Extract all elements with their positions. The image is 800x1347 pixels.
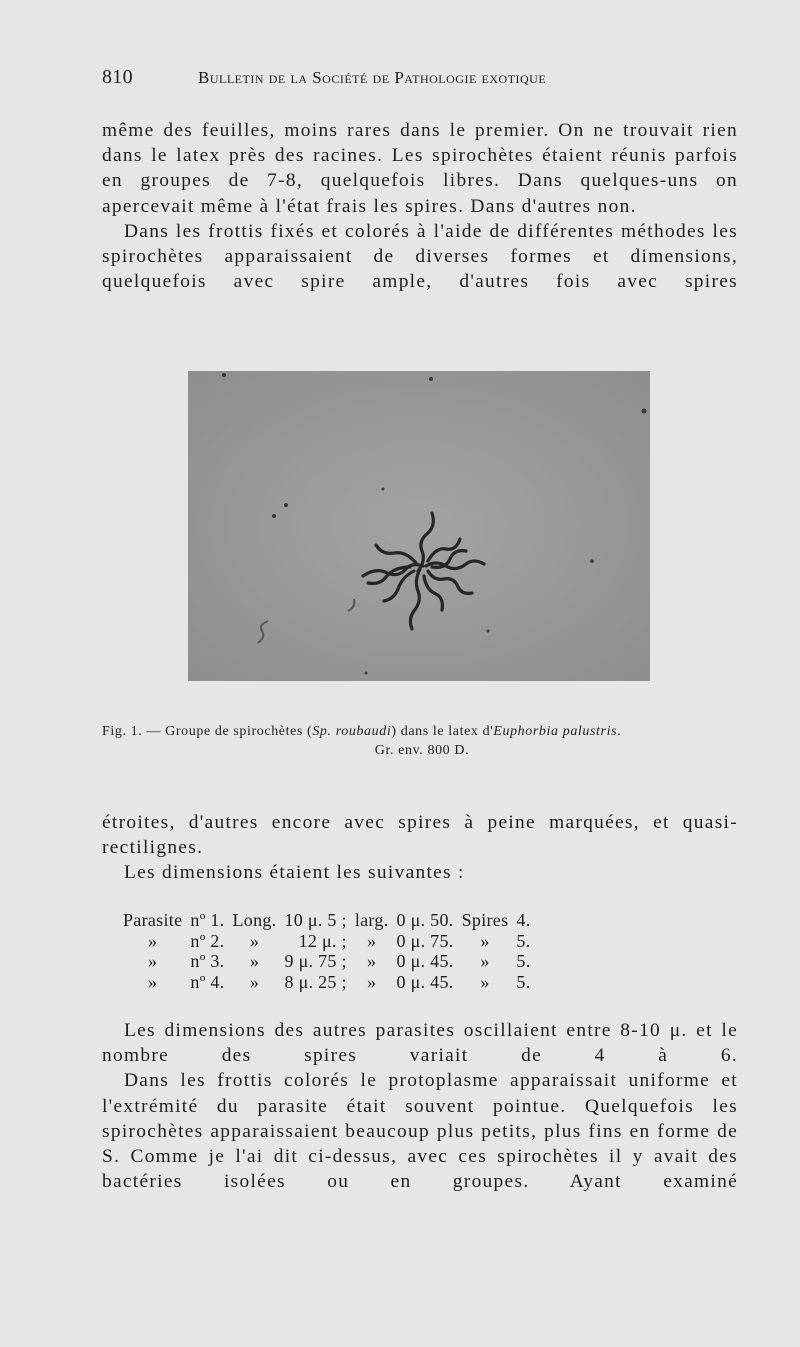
paragraph: même des feuilles, moins rares dans le premier. On ne trouvait rien dans le latex près des racines. Les spirochètes étaient réunis parfois en groupes de 7-8, quelquefois libres. Dans quelques-uns on apercevait même à l'état frais les spires. Dans d'autres non. — [102, 120, 738, 217]
table-cell-larg: 0 μ. 45. — [396, 951, 454, 971]
caption-host: Euphorbia palustris — [493, 724, 618, 739]
table-cell-long-label: » — [249, 951, 260, 971]
table-row — [119, 951, 535, 972]
table-cell-spires-label: Spires — [461, 910, 509, 930]
paragraph: Les dimensions étaient les suivantes : — [124, 862, 465, 884]
caption-magnification: Gr. env. 800 D. — [374, 743, 470, 758]
table-cell-num: nº 2. — [190, 930, 225, 951]
paragraph: étroites, d'autres encore avec spires à peine marquées, et quasi-rectilignes. — [102, 812, 738, 859]
text-block-bottom — [102, 1018, 738, 1194]
table-cell-larg-label: larg. — [354, 910, 389, 930]
table-cell-num: nº 4. — [190, 971, 225, 992]
paragraph: Dans les frottis fixés et colorés à l'aide de différentes méthodes les spirochètes apparaissaient de diverses formes et dimensions, quelquefois avec spire ample, d'autres fois avec spires — [102, 220, 738, 293]
caption-species: Sp. roubaudi — [312, 724, 392, 739]
parasite-dimensions-table — [119, 910, 535, 992]
running-title: Bulletin de la Société de Pathologie exotique — [198, 68, 547, 87]
table-cell-larg-label: » — [367, 971, 377, 992]
table-cell-long-label: » — [249, 930, 260, 951]
table-cell-long: 12 μ. ; — [298, 930, 347, 951]
table-cell-spires: 5. — [516, 971, 531, 992]
table-cell-spires-label: » — [480, 971, 490, 992]
caption-prefix: Fig. 1. — Groupe de spirochètes ( — [102, 724, 313, 739]
table-cell-larg: 0 μ. 75. — [396, 930, 454, 951]
table-row — [119, 972, 535, 993]
table-cell-larg-label: » — [367, 951, 377, 971]
table-cell-num: nº 1. — [190, 910, 225, 930]
table-cell-spires-label: » — [480, 951, 490, 971]
table-cell-long: 8 μ. 25 ; — [284, 971, 347, 992]
paragraph: Les dimensions des autres parasites oscillaient entre 8-10 μ. et le nombre des spires variait de 4 à 6. — [102, 1020, 738, 1067]
table-cell-long: 10 μ. 5 ; — [284, 910, 347, 930]
table-cell-spires-label: » — [480, 930, 490, 951]
table-cell-name: Parasite — [123, 910, 183, 930]
table-row — [119, 910, 535, 931]
table-cell-larg: 0 μ. 45. — [396, 971, 454, 992]
table-cell-long-label: » — [249, 971, 260, 992]
caption-mid: ) dans le latex d' — [391, 724, 494, 739]
table-cell-num: nº 3. — [190, 951, 225, 971]
table-row — [119, 931, 535, 952]
table-cell-name: » — [148, 930, 158, 951]
table-cell-spires: 5. — [516, 951, 531, 971]
table-cell-long-label: Long. — [232, 910, 277, 930]
caption-end: . — [617, 724, 622, 739]
table-cell-name: » — [148, 951, 158, 971]
table-cell-larg-label: » — [367, 930, 377, 951]
text-block-middle — [102, 810, 738, 886]
spirochete-micrograph — [188, 371, 650, 681]
micrograph-figure — [188, 371, 650, 681]
table-cell-spires: 4. — [516, 910, 531, 930]
page-number: 810 — [102, 66, 133, 88]
caption-line — [102, 722, 742, 741]
figure-caption — [102, 722, 742, 760]
paragraph: Dans les frottis colorés le protoplasme apparaissait uniforme et l'extrémité du parasite était souvent pointue. Quelquefois les spirochètes apparaissaient beaucoup plus petits, plus fins en forme de S. Comme je l'ai dit ci-dessus, avec ces spirochètes il y avait des bactéries isolées ou en groupes. Ayant examiné — [102, 1070, 738, 1193]
table-cell-spires: 5. — [516, 930, 531, 951]
table-cell-name: » — [148, 971, 158, 992]
table-cell-long: 9 μ. 75 ; — [284, 951, 347, 971]
table-cell-larg: 0 μ. 50. — [396, 910, 454, 930]
text-block-top — [102, 118, 738, 294]
